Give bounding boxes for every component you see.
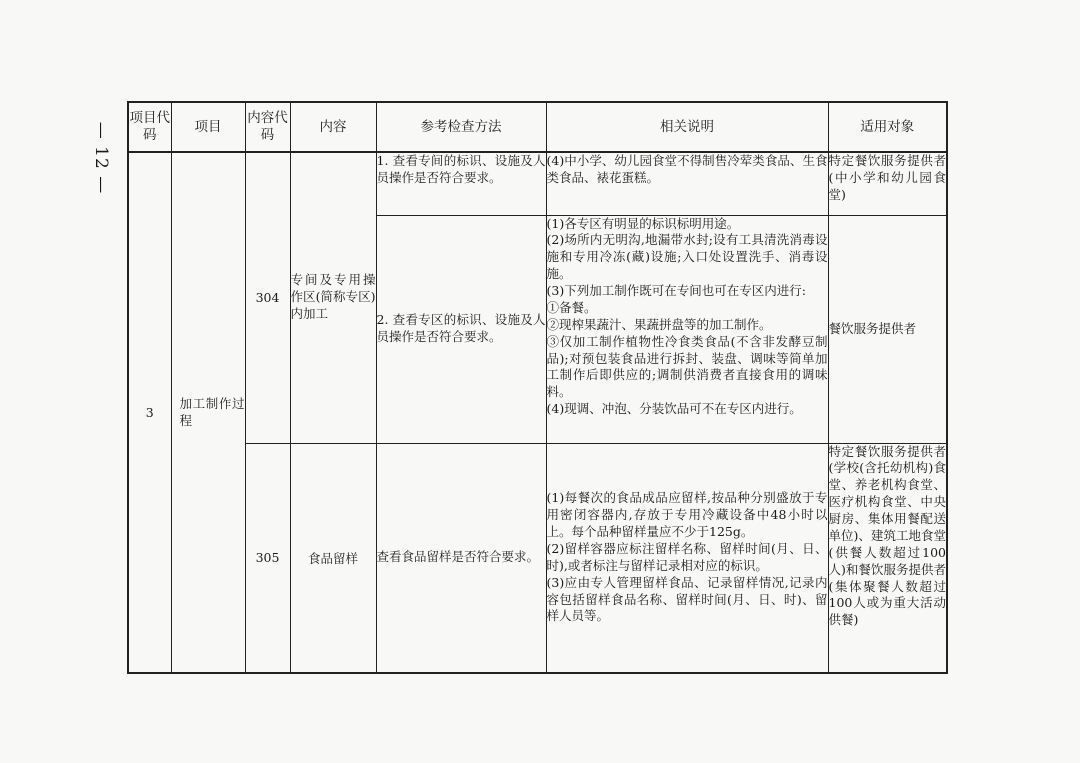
note-line: ①备餐。 [546, 299, 597, 315]
inspection-table [127, 101, 948, 674]
notes-304-2 [546, 215, 828, 443]
page-number: — 12 — [91, 121, 112, 195]
header-project: 项目 [171, 102, 245, 152]
table-header-row [128, 102, 947, 152]
note-line: (2)留样容器应标注留样名称、留样时间(月、日、时),或者标注与留样记录相对应的标识。 [546, 540, 828, 573]
notes-305 [546, 443, 828, 673]
header-notes: 相关说明 [546, 102, 828, 152]
note-line: (3)下列加工制作既可在专间也可在专区内进行: [546, 283, 806, 298]
method-304-1: 1. 查看专间的标识、设施及人员操作是否符合要求。 [376, 152, 546, 215]
target-304-2: 餐饮服务提供者 [828, 215, 947, 443]
note-line: (2)场所内无明沟,地漏带水封;设有工具清洗消毒设施和专用冷冻(藏)设施;入口处设置洗手、消毒设施。 [546, 232, 828, 282]
note-line: ②现榨果蔬汁、果蔬拼盘等的加工制作。 [546, 316, 772, 332]
note-line: ③仅加工制作植物性冷食类食品(不含非发酵豆制品);对预包装食品进行拆封、装盘、调味等简单加工制作后即供应的;调制供消费者直接食用的调味料。 [546, 333, 828, 400]
note-line: (3)应由专人管理留样食品、记录留样情况,记录内容包括留样食品名称、留样时间(月、日、时)、留样人员等。 [546, 574, 828, 624]
notes-304-1: (4)中小学、幼儿园食堂不得制售冷荤类食品、生食类食品、裱花蛋糕。 [546, 152, 828, 215]
project-name-cell: 加工制作过程 [171, 152, 245, 673]
note-line: (1)各专区有明显的标识标明用途。 [546, 215, 740, 231]
content-304: 专间及专用操作区(简称专区)内加工 [290, 152, 376, 443]
header-method: 参考检查方法 [376, 102, 546, 152]
project-code-cell: 3 [128, 152, 171, 673]
table-row [128, 152, 947, 215]
target-305: 特定餐饮服务提供者(学校(含托幼机构)食堂、养老机构食堂、医疗机构食堂、中央厨房、集体用餐配送单位)、建筑工地食堂(供餐人数超过100人)和餐饮服务提供者(集体聚餐人数超过100人或为重大活动供餐) [828, 443, 947, 673]
table-row [128, 443, 947, 673]
target-304-1: 特定餐饮服务提供者(中小学和幼儿园食堂) [828, 152, 947, 215]
method-304-2: 2. 查看专区的标识、设施及人员操作是否符合要求。 [376, 215, 546, 443]
header-target: 适用对象 [828, 102, 947, 152]
method-305: 查看食品留样是否符合要求。 [376, 443, 546, 673]
content-code-304: 304 [245, 152, 290, 443]
header-content-code: 内容代码 [245, 102, 290, 152]
note-line: (4)现调、冲泡、分装饮品可不在专区内进行。 [546, 401, 802, 417]
note-line: (1)每餐次的食品成品应留样,按品种分别盛放于专用密闭容器内,存放于专用冷藏设备中48小时以上。每个品种留样量应不少于125g。 [546, 490, 828, 539]
content-305: 食品留样 [290, 443, 376, 673]
header-content: 内容 [290, 102, 376, 152]
content-code-305: 305 [245, 443, 290, 673]
header-project-code: 项目代码 [128, 102, 171, 152]
